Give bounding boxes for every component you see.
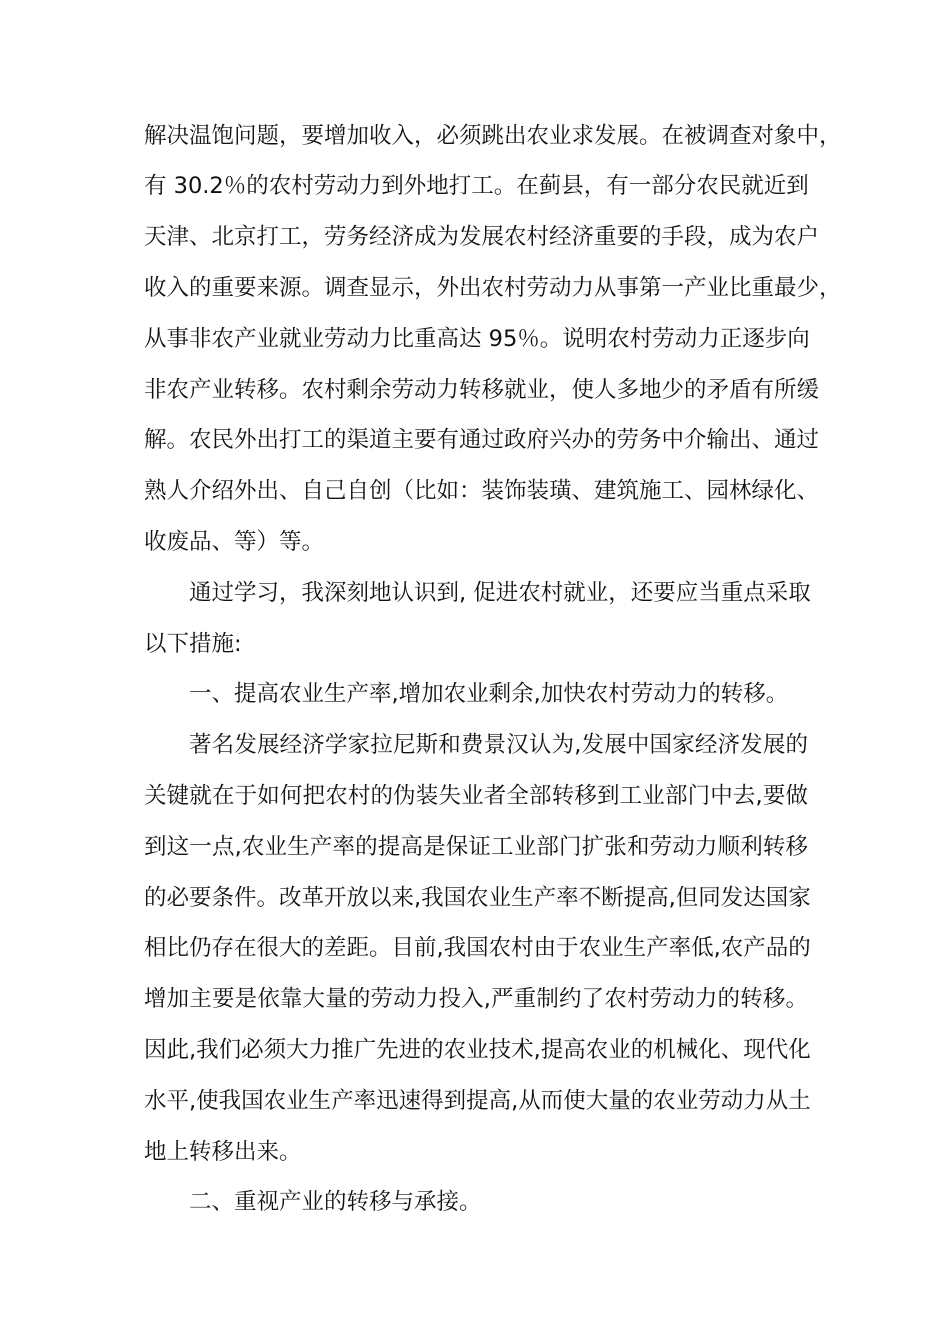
text-line: 以下措施: <box>144 631 242 657</box>
paragraph-first-line: 通过学习，我深刻地认识到, 促进农村就业，还要应当重点采取 <box>189 580 811 606</box>
text-line: 关键就在于如何把农村的伪装失业者全部转移到工业部门中去,要做 <box>144 783 808 809</box>
text-line: 解。农民外出打工的渠道主要有通过政府兴办的劳务中介输出、通过 <box>144 427 820 453</box>
text-line: 熟人介绍外出、自己自创（比如：装饰装璜、建筑施工、园林绿化、 <box>144 478 820 504</box>
text-line: 的必要条件。改革开放以来,我国农业生产率不断提高,但同发达国家 <box>144 885 811 911</box>
text-line: 有 30.2％的农村劳动力到外地打工。在蓟县，有一部分农民就近到 <box>144 173 809 199</box>
text-line: 从事非农产业就业劳动力比重高达 95％。说明农村劳动力正逐步向 <box>144 326 810 352</box>
text-line: 因此,我们必须大力推广先进的农业技术,提高农业的机械化、现代化 <box>144 1037 811 1063</box>
text-line: 水平,使我国农业生产率迅速得到提高,从而使大量的农业劳动力从土 <box>144 1088 811 1114</box>
section-heading-2: 二、重视产业的转移与承接。 <box>189 1189 482 1215</box>
text-line: 地上转移出来。 <box>144 1139 302 1165</box>
paragraph-first-line: 著名发展经济学家拉尼斯和费景汉认为,发展中国家经济发展的 <box>189 732 808 758</box>
text-line: 非农产业转移。农村剩余劳动力转移就业，使人多地少的矛盾有所缓 <box>144 377 820 403</box>
text-line: 天津、北京打工，劳务经济成为发展农村经济重要的手段，成为农户 <box>144 224 820 250</box>
text-line: 增加主要是依靠大量的劳动力投入,严重制约了农村劳动力的转移。 <box>144 986 808 1012</box>
text-line: 相比仍存在很大的差距。目前,我国农村由于农业生产率低,农产品的 <box>144 935 811 961</box>
section-heading-1: 一、提高农业生产率,增加农业剩余,加快农村劳动力的转移。 <box>189 681 789 707</box>
text-line: 到这一点,农业生产率的提高是保证工业部门扩张和劳动力顺利转移 <box>144 834 808 860</box>
text-line: 收废品、等）等。 <box>144 529 325 555</box>
text-line: 收入的重要来源。调查显示，外出农村劳动力从事第一产业比重最少， <box>144 275 842 301</box>
text-line: 解决温饱问题，要增加收入，必须跳出农业求发展。在被调查对象中， <box>144 123 842 149</box>
